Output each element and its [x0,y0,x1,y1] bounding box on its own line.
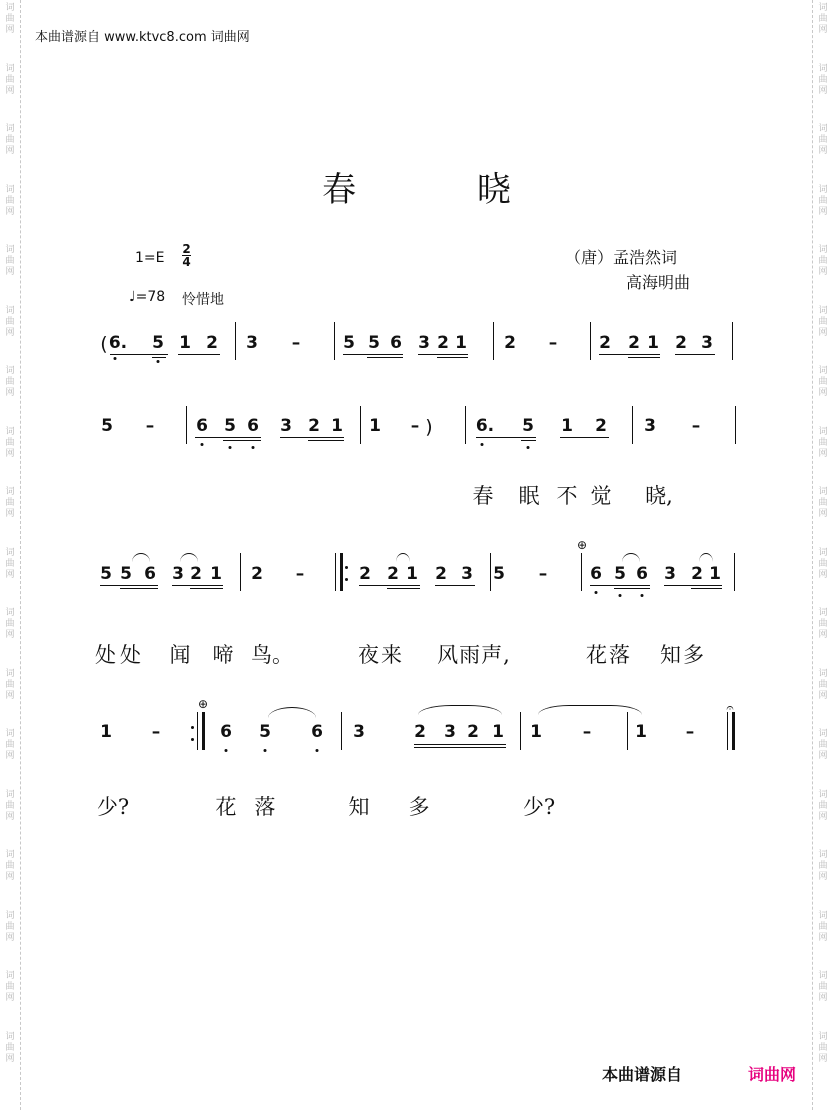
time-signature-bottom: 4 [182,255,191,269]
watermark-glyph-group: 词 曲 网 [818,1031,828,1064]
watermark-glyph-group: 词 曲 网 [5,305,15,338]
watermark-glyph-group: 词 曲 网 [818,910,828,943]
lyric-syllable: 知 [348,795,370,819]
tempo-marking [129,289,165,305]
watermark-glyph-group: 词 曲 网 [818,63,828,96]
watermark-glyph-group: 词 曲 网 [5,547,15,580]
key-signature: 1=E [135,250,165,266]
watermark-glyph-group: 词 曲 网 [5,850,15,882]
watermark-glyph-group: 词 曲 网 [5,971,15,1003]
lyricist-credit: （唐）孟浩然词 [565,248,678,267]
coda-sign-icon: ⊕ [576,538,588,552]
watermark-glyph-group: 词 曲 网 [818,3,828,35]
watermark-glyph-group: 词 曲 网 [5,426,15,459]
lyric-syllable: 春 [472,484,494,508]
watermark-glyph-group: 词 曲 网 [5,124,15,156]
score-system-3: 5 5 6 3 2 1 2 – 2 2 1 2 3 5 – ⊕ 6 5 6 3 2 1 [0,0,833,1110]
watermark-glyph-group: 词 曲 网 [818,608,828,640]
tempo-expression: 怜惜地 [182,292,224,308]
watermark-glyph-group: 词 曲 网 [818,184,828,217]
watermark-glyph-group: 词 曲 网 [5,3,15,35]
watermark-glyph-group: 词 曲 网 [5,608,15,640]
watermark-glyph-group: 词 曲 网 [5,63,15,96]
watermark-glyph-group: 词 曲 网 [5,487,15,519]
lyric-syllable: 知多 [660,643,706,667]
watermark-glyph-group: 词 曲 网 [818,245,828,277]
watermark-glyph-group: 词 曲 网 [818,729,828,761]
footer-brand-logo: 词曲网 [748,1065,797,1084]
lyric-syllable: 处处 [95,643,145,667]
coda-sign-icon: ⊕ [197,697,209,711]
score-system-2: 5 – 6 5 6 3 2 1 1 – ) 6. 5 1 2 3 – [0,0,833,1110]
header-source-text: 本曲谱源自 www.ktvc8.com 词曲网 [35,30,250,45]
lyric-syllable: 花 [215,795,237,819]
score-system-4: 1 – ⊕ 6 5 6 3 2 3 2 1 1 – 1 – 𝄐 [0,0,833,1110]
watermark-glyph-group: 词 曲 网 [818,487,828,519]
composer-credit: 高海明曲 [626,273,691,292]
watermark-glyph-group: 词 曲 网 [818,971,828,1003]
lyric-syllable: 花落 [586,643,632,667]
watermark-glyph-group: 词 曲 网 [5,729,15,761]
quarter-note-icon: ♩ [129,289,136,305]
lyric-syllable: 多 [408,795,430,819]
lyric-syllable: 少? [96,795,130,819]
watermark-glyph-group: 词 曲 网 [818,547,828,580]
watermark-glyph-group: 词 曲 网 [5,910,15,943]
lyric-syllable: 啼 [212,643,234,667]
watermark-glyph-group: 词 曲 网 [5,789,15,822]
watermark-glyph-group: 词 曲 网 [5,668,15,701]
watermark-glyph-group: 词 曲 网 [818,668,828,701]
time-signature [182,243,191,268]
watermark-glyph-group: 词 曲 网 [818,305,828,338]
lyric-syllable: 觉 [590,484,612,508]
watermark-glyph-group: 词 曲 网 [5,1031,15,1064]
lyric-syllable: 不 [556,484,578,508]
watermark-glyph-group: 词 曲 网 [5,245,15,277]
watermark-glyph-group: 词 曲 网 [818,426,828,459]
lyric-syllable: 闻 [169,643,191,667]
lyric-syllable: 鸟。 [251,643,293,667]
lyric-syllable: 少? [522,795,556,819]
title-char-2: 晓 [476,170,511,210]
time-signature-top: 2 [182,242,191,256]
lyric-syllable: 落 [254,795,276,819]
footer-source-text: 本曲谱源自 [602,1065,683,1084]
lyric-syllable: 眠 [518,484,540,508]
lyric-syllable: 风雨声, [437,643,511,667]
watermark-glyph-group: 词 曲 网 [818,789,828,822]
page-title [0,162,833,211]
lyric-syllable: 夜来 [358,643,404,667]
tempo-value: =78 [135,289,166,305]
lyric-syllable: 晓, [645,484,673,508]
watermark-glyph-group: 词 曲 网 [818,850,828,882]
title-char-1: 春 [322,170,357,210]
watermark-glyph-group: 词 曲 网 [5,366,15,398]
fermata-icon: 𝄐 [726,701,734,716]
score-system-1: ( 6. 5 1 2 3 – 5 5 6 3 2 1 2 – 2 2 1 2 3 [0,0,833,1110]
watermark-glyph-group: 词 曲 网 [5,184,15,217]
watermark-glyph-group: 词 曲 网 [818,366,828,398]
watermark-glyph-group: 词 曲 网 [818,124,828,156]
